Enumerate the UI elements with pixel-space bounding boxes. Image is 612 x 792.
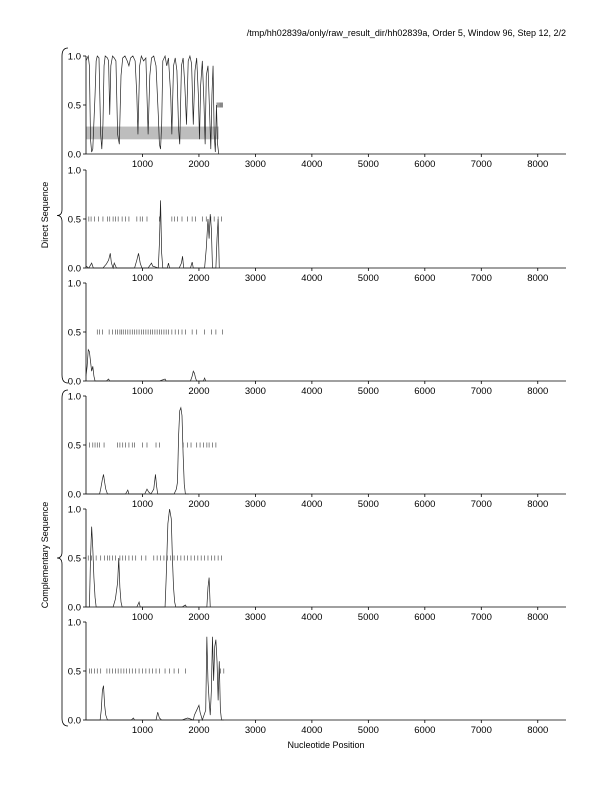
y-tick-label: 0.5 — [67, 666, 81, 678]
direct-group-bracket — [57, 48, 68, 383]
complementary-sequence-label: Complementary Sequence — [40, 501, 50, 609]
panel-2 — [68, 166, 566, 285]
x-tick-label: 2000 — [188, 386, 210, 397]
x-tick-label: 4000 — [301, 273, 323, 284]
y-tick-label: 0.5 — [67, 553, 81, 565]
x-tick-label: 7000 — [470, 159, 492, 170]
y-tick-label: 1.0 — [67, 278, 81, 290]
y-tick-label: 0.5 — [67, 100, 81, 112]
x-tick-label: 8000 — [527, 386, 549, 397]
x-tick-label: 1000 — [131, 725, 154, 736]
x-tick-label: 1000 — [131, 499, 154, 510]
x-tick-label: 5000 — [357, 159, 379, 170]
x-tick-label: 7000 — [470, 612, 492, 623]
x-tick-label: 1000 — [131, 612, 154, 623]
panel-5 — [68, 505, 566, 624]
x-tick-label: 6000 — [414, 725, 436, 736]
chart-panels — [68, 52, 566, 737]
x-tick-label: 3000 — [244, 273, 266, 284]
y-tick-label: 0.0 — [67, 263, 81, 275]
x-tick-label: 6000 — [414, 612, 436, 623]
x-tick-label: 5000 — [357, 273, 379, 284]
y-tick-label: 0.5 — [67, 327, 81, 339]
x-tick-label: 7000 — [470, 725, 492, 736]
y-tick-label: 0.0 — [67, 489, 81, 501]
y-tick-label: 1.0 — [67, 51, 81, 63]
y-tick-label: 0.0 — [67, 715, 81, 727]
x-tick-label: 4000 — [301, 499, 323, 510]
panel-1 — [68, 52, 566, 171]
series-line — [86, 637, 224, 720]
y-tick-label: 1.0 — [67, 617, 81, 629]
group-brackets — [57, 48, 68, 726]
x-tick-label: 3000 — [244, 159, 266, 170]
x-tick-label: 8000 — [527, 725, 549, 736]
y-tick-label: 1.0 — [67, 165, 81, 177]
y-tick-label: 0.0 — [67, 602, 81, 614]
panel-6 — [68, 618, 566, 737]
x-tick-label: 5000 — [357, 386, 379, 397]
x-tick-label: 6000 — [414, 386, 436, 397]
x-tick-label: 5000 — [357, 612, 379, 623]
x-tick-label: 8000 — [527, 273, 549, 284]
group-label-direct — [40, 182, 50, 249]
y-tick-label: 1.0 — [67, 504, 81, 516]
page-title: /tmp/hh02839a/only/raw_result_dir/hh02839a, Order 5, Window 96, Step 12, 2/2 — [246, 28, 566, 38]
x-tick-label: 7000 — [470, 386, 492, 397]
y-tick-label: 0.5 — [67, 440, 81, 452]
x-tick-label: 4000 — [301, 386, 323, 397]
x-tick-label: 3000 — [244, 499, 266, 510]
x-tick-label: 4000 — [301, 159, 323, 170]
x-tick-label: 2000 — [188, 612, 210, 623]
y-tick-label: 0.0 — [67, 149, 81, 161]
x-tick-label: 1000 — [131, 386, 154, 397]
x-tick-label: 6000 — [414, 273, 436, 284]
complementary-group-bracket — [57, 390, 68, 726]
x-tick-label: 8000 — [527, 612, 549, 623]
x-tick-label: 2000 — [188, 273, 210, 284]
series-line — [86, 408, 189, 494]
x-tick-label: 1000 — [131, 273, 154, 284]
x-tick-label: 7000 — [470, 499, 492, 510]
highlight-band — [86, 127, 219, 140]
series-line — [86, 350, 206, 381]
x-tick-label: 7000 — [470, 273, 492, 284]
panel-3 — [68, 279, 566, 398]
x-tick-label: 6000 — [414, 499, 436, 510]
x-tick-label: 4000 — [301, 725, 323, 736]
series-line — [86, 200, 219, 268]
x-tick-label: 5000 — [357, 725, 379, 736]
x-tick-label: 3000 — [244, 386, 266, 397]
x-tick-label: 1000 — [131, 159, 154, 170]
x-tick-label: 8000 — [527, 159, 549, 170]
x-tick-label: 3000 — [244, 725, 266, 736]
group-label-complementary — [40, 502, 50, 609]
x-axis-title: Nucleotide Position — [287, 740, 365, 750]
x-tick-label: 2000 — [188, 159, 210, 170]
x-tick-label: 2000 — [188, 725, 210, 736]
x-tick-label: 2000 — [188, 499, 210, 510]
x-tick-label: 8000 — [527, 499, 549, 510]
y-tick-label: 0.0 — [67, 376, 81, 388]
panel-4 — [68, 392, 566, 511]
x-tick-label: 5000 — [357, 499, 379, 510]
x-tick-label: 3000 — [244, 612, 266, 623]
x-tick-label: 6000 — [414, 159, 436, 170]
y-tick-label: 1.0 — [67, 391, 81, 403]
y-tick-label: 0.5 — [67, 214, 81, 226]
direct-sequence-label: Direct Sequence — [40, 181, 50, 249]
x-tick-label: 4000 — [301, 612, 323, 623]
